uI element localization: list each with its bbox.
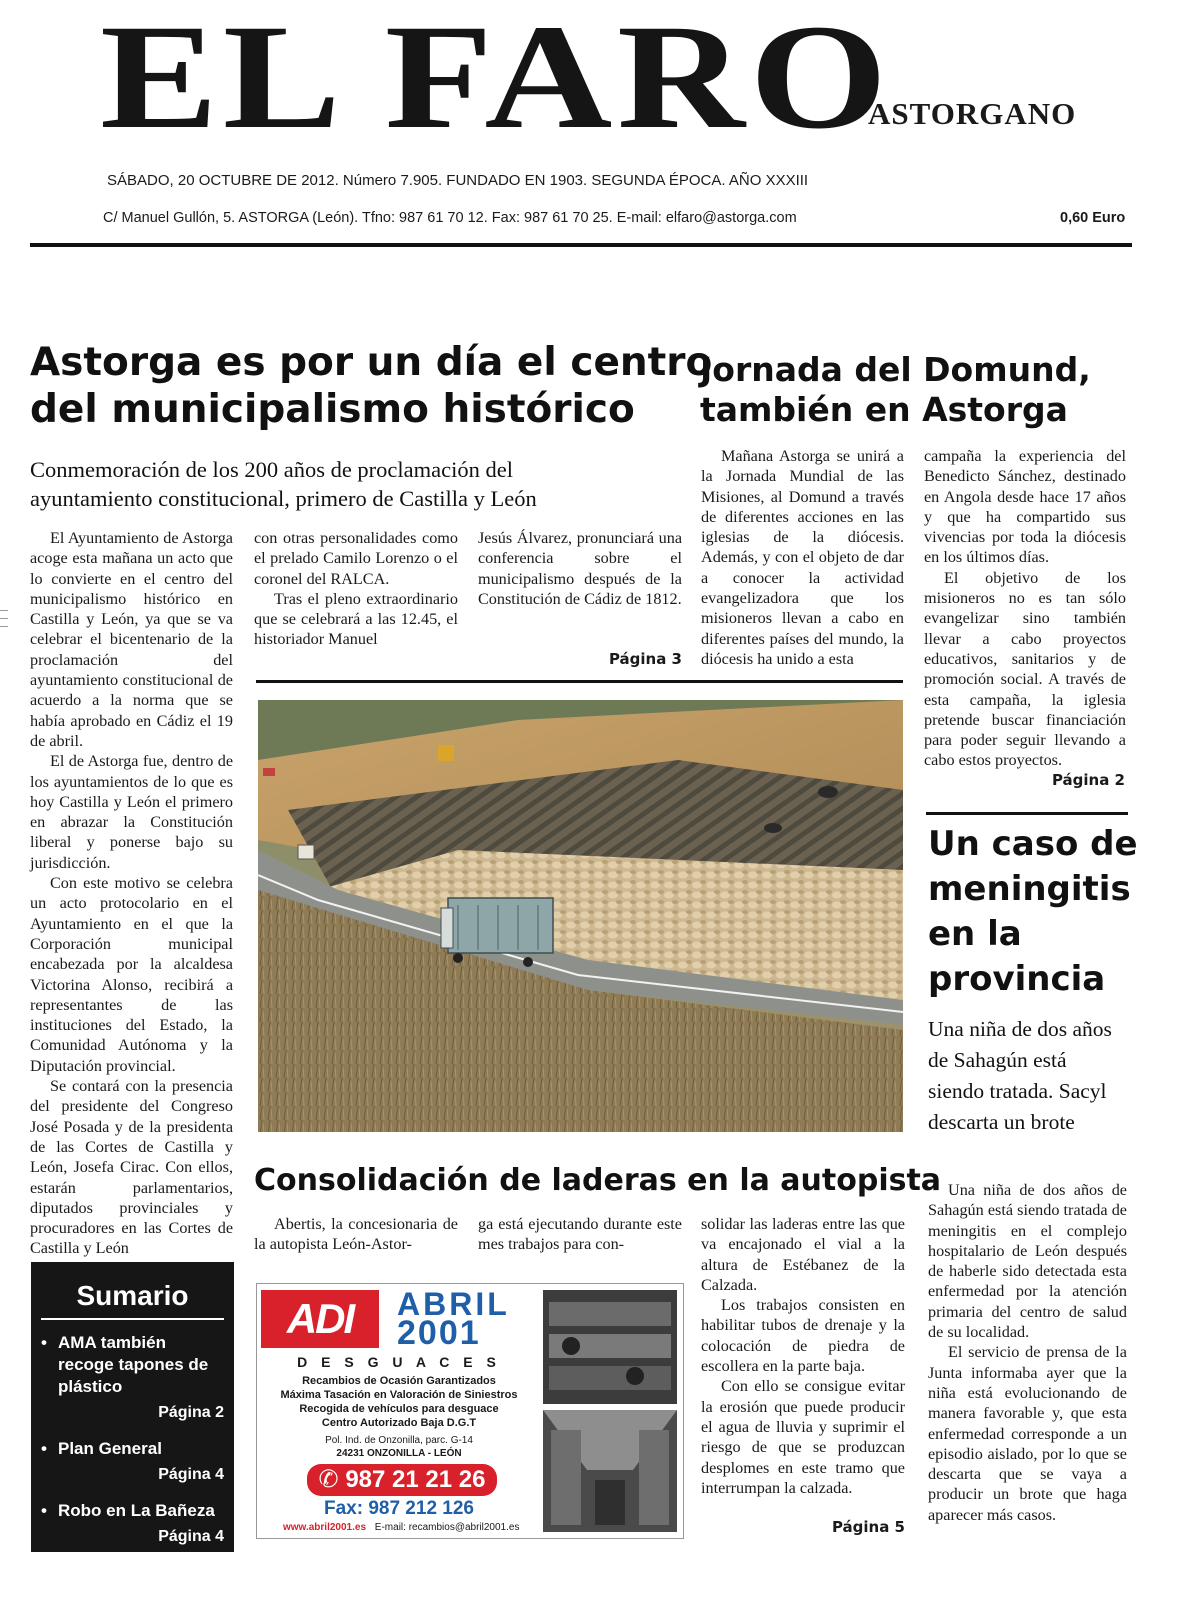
lead-headline-line: del municipalismo histórico bbox=[30, 386, 635, 432]
ad-phone[interactable] bbox=[307, 1464, 497, 1496]
issue-info: SÁBADO, 20 OCTUBRE DE 2012. Número 7.905. FUNDADO EN 1903. SEGUNDA ÉPOCA. AÑO XXXIII bbox=[107, 172, 809, 189]
lead-headline-line: Astorga es por un día el centro bbox=[30, 340, 713, 385]
domund-column-2 bbox=[924, 446, 1126, 771]
sumario-box bbox=[31, 1262, 234, 1552]
lead-page-ref[interactable]: Página 3 bbox=[608, 650, 682, 668]
ad-band: D E S G U A C E S bbox=[297, 1354, 501, 1370]
meningitis-column bbox=[928, 1180, 1127, 1525]
price: 0,60 Euro bbox=[1060, 210, 1126, 226]
ad-services bbox=[261, 1374, 537, 1430]
ad-contact bbox=[283, 1522, 519, 1533]
autopista-column-2 bbox=[478, 1214, 682, 1255]
meningitis-headline-line: meningitis bbox=[928, 869, 1131, 909]
paragraph: El Ayuntamiento de Astorga acoge esta mañana un acto que lo convierte en el centro del municipalismo histórico en Castilla y León, ya que se va celebrar el bicentenario de la proclamación del ayuntamiento constitucional de acuerdo a la norma que se había aprobado en Cádiz el 19 de abril. bbox=[30, 529, 233, 750]
paragraph: El objetivo de los misioneros no es tan sólo evangelizar sino también llevar a cabo proyectos educativos, sanitarios y de promoción social. A través de esta campaña, la iglesia pretende buscar financiación para poder seguir llevando a cabo estos proyectos. bbox=[924, 568, 1126, 770]
sumario-item-page[interactable]: Página 2 bbox=[158, 1404, 224, 1421]
ad-brand-top: ABRIL bbox=[397, 1286, 510, 1322]
phone-icon: ✆ bbox=[318, 1466, 339, 1493]
meningitis-headline-line: provincia bbox=[928, 959, 1106, 999]
domund-headline bbox=[700, 350, 1091, 429]
paragraph: Se contará con la presencia del presidente del Congreso José Posada y de la presidenta de las Cortes de Castilla y León, Josefa Cirac. Con ellos, estarán parlamentarios, diputados provinciales y procuradores en las Cortes de Castilla y León bbox=[30, 1077, 233, 1258]
ad-address bbox=[261, 1434, 537, 1460]
edge-mark bbox=[0, 610, 8, 611]
ad-line: Máxima Tasación en Valoración de Siniestros bbox=[280, 1389, 518, 1401]
lead-column-2 bbox=[254, 528, 458, 650]
paragraph: Con ello se consigue evitar la erosión que puede producir el agua de lluvia y suprimir el riesgo de que se produzcan desplomes en este tramo que interrumpan la calzada. bbox=[701, 1377, 905, 1497]
domund-page-ref[interactable]: Página 2 bbox=[1051, 771, 1125, 789]
ad-web[interactable]: www.abril2001.es bbox=[283, 1522, 367, 1533]
ad-address-line: 24231 ONZONILLA - LEÓN bbox=[336, 1448, 462, 1459]
domund-column-1 bbox=[701, 446, 904, 669]
meningitis-headline-line: en la bbox=[928, 914, 1022, 954]
lead-deck bbox=[30, 455, 537, 514]
paragraph: con otras personalidades como el prelado Camilo Lorenzo o el coronel del RALCA. bbox=[254, 529, 458, 588]
paragraph: ga está ejecutando durante este mes trabajos para con- bbox=[478, 1215, 682, 1254]
ad-brand-bottom: 2001 bbox=[397, 1314, 481, 1352]
paragraph: El servicio de prensa de la Junta informaba ayer que la niña está evolucionando de manera favorable y, que esta enfermedad corresponde a un episodio aislado, por lo que se descarta que se vaya a producir un brote que haga aparecer más casos. bbox=[928, 1343, 1127, 1524]
lead-deck-line: ayuntamiento constitucional, primero de Castilla y León bbox=[30, 486, 537, 512]
ad-phone-number: 987 21 21 26 bbox=[345, 1466, 486, 1493]
paragraph: campaña la experiencia del Benedicto Sánchez, destinado en Angola desde hace 17 años y que ha compartido sus vivencias por toda la diócesis en los últimos días. bbox=[924, 447, 1126, 567]
contact-info: C/ Manuel Gullón, 5. ASTORGA (León). Tfno: 987 61 70 12. Fax: 987 61 70 25. E-mail: elfaro@astorga.com bbox=[103, 210, 797, 226]
meningitis-headline bbox=[928, 822, 1138, 1002]
lead-column-1 bbox=[30, 528, 233, 1259]
autopista-page-ref[interactable]: Página 5 bbox=[831, 1518, 905, 1536]
paragraph: Tras el pleno extraordinario que se celebrará a las 12.45, el historiador Manuel bbox=[254, 589, 458, 649]
paragraph: Una niña de dos años de Sahagún está siendo tratada de meningitis en el complejo hospitalario de León después de haberle sido detectada esta enfermedad por la atención primaria del centro de salud de su localidad. bbox=[928, 1181, 1127, 1342]
lead-deck-line: Conmemoración de los 200 años de proclamación del bbox=[30, 457, 513, 482]
paragraph: Abertis, la concesionaria de la autopista León-Astor- bbox=[254, 1215, 458, 1254]
highway-photo bbox=[258, 700, 903, 1132]
lead-column-3 bbox=[478, 528, 682, 609]
domund-headline-line: también en Astorga bbox=[700, 389, 1068, 429]
sumario-item[interactable]: • AMA también recoge tapones de plástico bbox=[31, 1332, 226, 1398]
ad-logo-red bbox=[261, 1290, 379, 1348]
paragraph: El de Astorga fue, dentro de los ayuntamientos de lo que es hoy Castilla y León el primero en abrazar la Constitución liberal y ponerse bajo su jurisdicción. bbox=[30, 752, 233, 872]
ad-email[interactable]: E-mail: recambios@abril2001.es bbox=[374, 1522, 520, 1533]
sumario-rule bbox=[41, 1318, 224, 1320]
ad-line: Recogida de vehículos para desguace bbox=[299, 1403, 499, 1415]
sumario-item[interactable]: • Plan General bbox=[31, 1438, 226, 1460]
advertisement[interactable] bbox=[256, 1283, 684, 1539]
sumario-item-page[interactable]: Página 4 bbox=[158, 1466, 224, 1483]
meningitis-top-rule bbox=[926, 812, 1128, 815]
edge-mark bbox=[0, 618, 8, 619]
paragraph: Con este motivo se celebra un acto protocolario en el Ayuntamiento en el que la Corporación municipal encabezada por la alcaldesa Victorina Alonso, recibirá a representantes de las instituciones del Estado, la Comunidad Autónoma y la Diputación provincial. bbox=[30, 874, 233, 1075]
ad-parts-photo-top bbox=[543, 1290, 677, 1404]
paragraph: Mañana Astorga se unirá a la Jornada Mundial de las Misiones, al Domund a través de diferentes acciones en las iglesias de la diócesis. Además, y con el objeto de dar a conocer la actividad evangelizadora que los misioneros llevan a cabo en diferentes países del mundo, la diócesis ha unido a esta bbox=[701, 447, 904, 668]
edge-mark bbox=[0, 626, 8, 627]
ad-line: Recambios de Ocasión Garantizados bbox=[302, 1375, 496, 1387]
meningitis-headline-line: Un caso de bbox=[928, 824, 1138, 864]
ad-line: Centro Autorizado Baja D.G.T bbox=[321, 1417, 477, 1429]
paragraph: solidar las laderas entre las que va encajonado el vial a la altura de Estébanez de la Calzada. bbox=[701, 1215, 905, 1294]
autopista-column-1 bbox=[254, 1214, 458, 1255]
photo-top-rule bbox=[256, 680, 903, 683]
autopista-headline: Consolidación de laderas en la autopista bbox=[254, 1163, 942, 1198]
sumario-item-page[interactable]: Página 4 bbox=[158, 1528, 224, 1545]
paragraph: Jesús Álvarez, pronunciará una conferencia sobre el municipalismo después de la Constitución de Cádiz de 1812. bbox=[478, 529, 682, 608]
ad-brand-short: ADI bbox=[286, 1295, 354, 1342]
meningitis-deck: Una niña de dos años de Sahagún está siendo tratada. Sacyl descarta un brote bbox=[928, 1017, 1112, 1134]
sumario-title: Sumario bbox=[76, 1280, 189, 1311]
autopista-column-3 bbox=[701, 1214, 905, 1498]
ad-parts-photo-bottom bbox=[543, 1410, 677, 1532]
lead-headline bbox=[30, 340, 712, 434]
paragraph: Los trabajos consisten en habilitar tubos de drenaje y la colocación de piedra de escollera en la parte baja. bbox=[701, 1296, 905, 1376]
ad-fax: Fax: 987 212 126 bbox=[323, 1498, 474, 1519]
domund-headline-line: Jornada del Domund, bbox=[700, 350, 1091, 389]
masthead-rule bbox=[30, 243, 1132, 247]
masthead-title: EL FARO bbox=[100, 0, 892, 160]
masthead-subtitle: ASTORGANO bbox=[868, 96, 1077, 131]
sumario-item[interactable]: • Robo en La Bañeza bbox=[31, 1500, 226, 1522]
ad-address-line: Pol. Ind. de Onzonilla, parc. G-14 bbox=[325, 1435, 473, 1446]
